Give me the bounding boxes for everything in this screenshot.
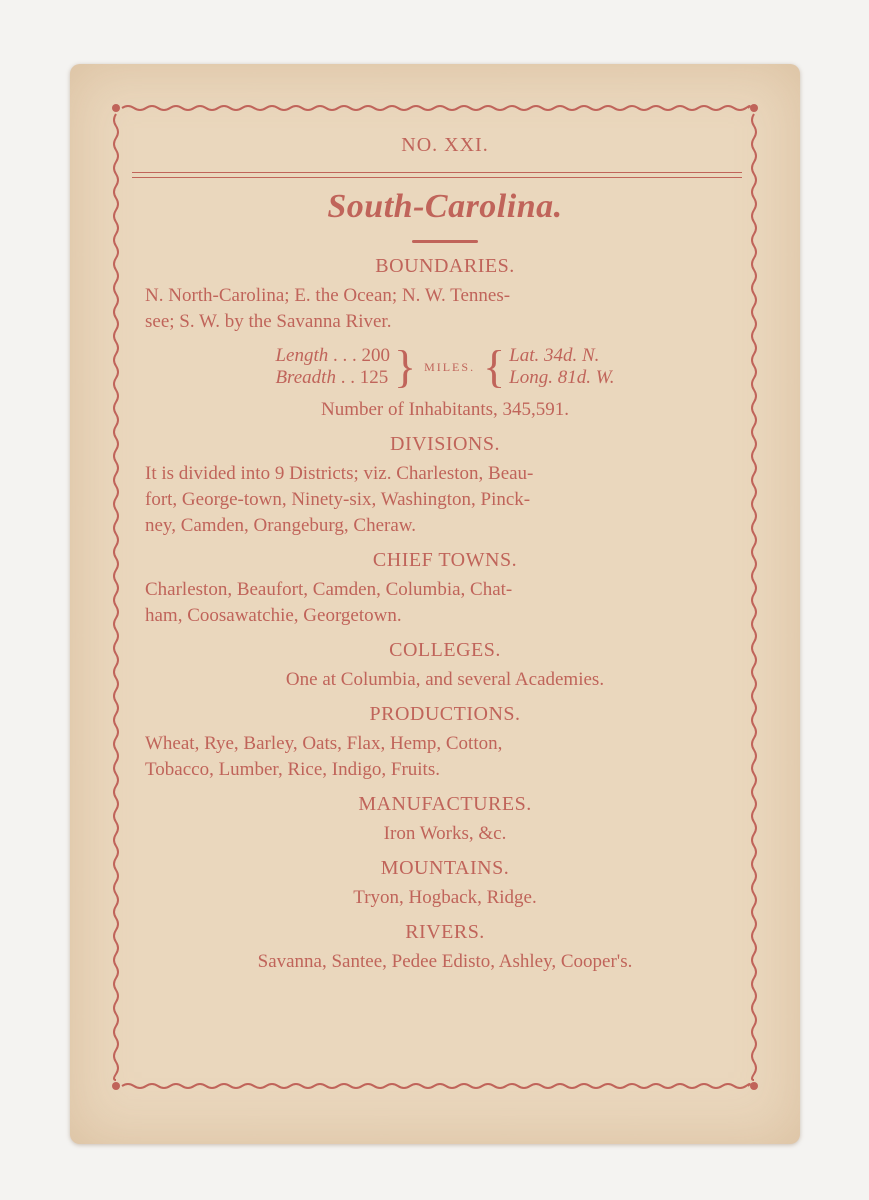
latitude: Lat. 34d. N. [509, 345, 600, 366]
colleges-text: One at Columbia, and several Academies. [285, 669, 605, 690]
breadth-dots: . . [340, 367, 355, 388]
corner-ornament [750, 1082, 758, 1090]
corner-ornament [750, 104, 758, 112]
measurements-block [145, 341, 745, 393]
coordinates-column [509, 345, 614, 389]
boundaries-text [145, 283, 745, 335]
text-line: It is divided into 9 Districts; viz. Charleston, Beau- [145, 463, 534, 484]
text-line: fort, George-town, Ninety-six, Washington, Pinck- [145, 489, 531, 510]
length-value: 200 [361, 345, 390, 366]
section-heading-divisions: DIVISIONS. [390, 433, 500, 455]
breadth-value: 125 [359, 367, 389, 388]
rivers-text: Savanna, Santee, Pedee Edisto, Ashley, Cooper's. [257, 951, 633, 972]
section-heading-chief-towns: CHIEF TOWNS. [372, 549, 518, 571]
text-line: N. North-Carolina; E. the Ocean; N. W. Tennes- [145, 285, 511, 306]
length-dots: . . . [332, 345, 357, 366]
chief-towns-text [145, 577, 745, 629]
corner-ornament [112, 1082, 120, 1090]
card-title: South-Carolina. [327, 188, 563, 225]
title-ornament-dash [412, 240, 478, 243]
dimension-column [275, 345, 390, 389]
section-heading-boundaries: BOUNDARIES. [375, 255, 515, 277]
inhabitants-text: Number of Inhabitants, 345,591. [320, 399, 569, 420]
text-line: ney, Camden, Orangeburg, Cheraw. [145, 515, 417, 536]
opening-brace: { [483, 341, 506, 392]
geography-card [70, 64, 800, 1144]
productions-text [145, 731, 745, 783]
longitude: Long. 81d. W. [509, 367, 615, 388]
wavy-border-line [122, 106, 750, 110]
length-label: Length [275, 345, 329, 366]
text-line: ham, Coosawatchie, Georgetown. [145, 605, 402, 626]
card-number: NO. XXI. [401, 134, 489, 156]
breadth-label: Breadth [275, 367, 336, 388]
corner-ornament [112, 104, 120, 112]
mountains-text: Tryon, Hogback, Ridge. [353, 887, 537, 908]
wavy-border-line [114, 114, 118, 1080]
text-line: Charleston, Beaufort, Camden, Columbia, Chat- [145, 579, 513, 600]
miles-label: MILES. [424, 359, 476, 374]
wavy-border-line [122, 1084, 750, 1088]
divisions-text [145, 461, 745, 539]
section-heading-productions: PRODUCTIONS. [369, 703, 521, 725]
card-content [145, 124, 745, 975]
section-heading-manufactures: MANUFACTURES. [358, 793, 532, 815]
section-heading-colleges: COLLEGES. [389, 639, 501, 661]
section-heading-rivers: RIVERS. [405, 921, 485, 943]
section-heading-mountains: MOUNTAINS. [380, 857, 510, 879]
text-line: see; S. W. by the Savanna River. [145, 311, 392, 332]
manufactures-text: Iron Works, &c. [383, 823, 507, 844]
wavy-border-line [752, 114, 756, 1080]
closing-brace: } [393, 341, 417, 392]
text-line: Tobacco, Lumber, Rice, Indigo, Fruits. [145, 759, 440, 780]
text-line: Wheat, Rye, Barley, Oats, Flax, Hemp, Cotton, [145, 733, 503, 754]
